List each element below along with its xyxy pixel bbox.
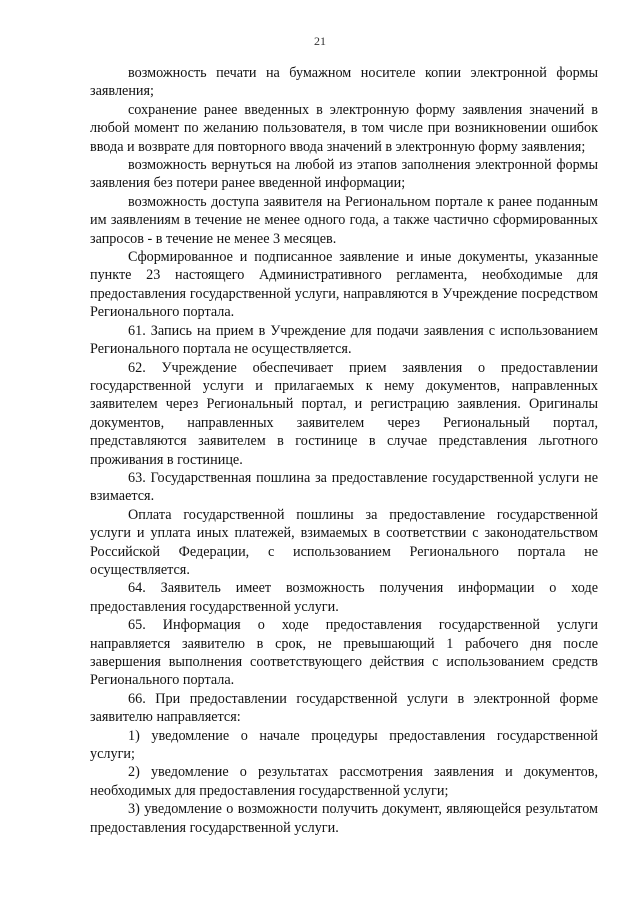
paragraph-print-copy: возможность печати на бумажном носителе копии электронной формы заявления; xyxy=(90,65,598,100)
list-item-3: 3) уведомление о возможности получить документ, являющейся результатом предоставления государственной услуги. xyxy=(90,801,598,836)
paragraph-save-values: сохранение ранее введенных в электронную форму заявления значений в любой момент по желанию пользователя, в том числе при возникновении ошибок ввода и возврате для повторного ввода значений в электронную форму заявления; xyxy=(90,101,598,155)
paragraph-documents-sent: Сформированное и подписанное заявление и иные документы, указанные пункте 23 настоящего Административного регламента, необходимые для предоставления государственной услуги, направляются в Учреждение посредством Регионального портала. xyxy=(90,249,598,321)
paragraph-64: 64. Заявитель имеет возможность получения информации о ходе предоставления государственной услуги. xyxy=(90,580,598,615)
paragraph-payment: Оплата государственной пошлины за предоставление государственной услуги и уплата иных платежей, взимаемых в соответствии с законодательством Российской Федерации, с использованием Регионального портала не осуществляется. xyxy=(90,506,598,578)
paragraph-63: 63. Государственная пошлина за предоставление государственной услуги не взимается. xyxy=(90,469,598,505)
paragraph-access-applications: возможность доступа заявителя на Региональном портале к ранее поданным им заявлениям в течение не менее одного года, а также частично сформированных запросов - в течение не менее 3 месяцев. xyxy=(90,193,598,247)
list-item-1: 1) уведомление о начале процедуры предоставления государственной услуги; xyxy=(90,727,598,763)
paragraph-65: 65. Информация о ходе предоставления государственной услуги направляется заявителю в срок, не превышающий 1 рабочего дня после завершения выполнения соответствующего действия с использованием средств Регионального портала. xyxy=(90,617,598,689)
paragraph-66: 66. При предоставлении государственной услуги в электронной форме заявителю направляется: xyxy=(90,690,598,726)
paragraph-61: 61. Запись на прием в Учреждение для подачи заявления с использованием Регионального портала не осуществляется. xyxy=(90,322,598,358)
list-item-2: 2) уведомление о результатах рассмотрения заявления и документов, необходимых для предоставления государственной услуги; xyxy=(90,764,598,799)
paragraph-return-stage: возможность вернуться на любой из этапов заполнения электронной формы заявления без потери ранее введенной информации; xyxy=(90,157,598,192)
page-number: 21 xyxy=(314,34,326,48)
paragraph-62: 62. Учреждение обеспечивает прием заявления о предоставлении государственной услуги и прилагаемых к нему документов, направленных заявителем через Региональный портал, и регистрацию заявления. Оригиналы документов, направленных заявителем через Региональный портал, представляются заявителем в гостинице в случае представления льготного проживания в гостинице. xyxy=(90,359,598,468)
document-body xyxy=(90,64,598,837)
